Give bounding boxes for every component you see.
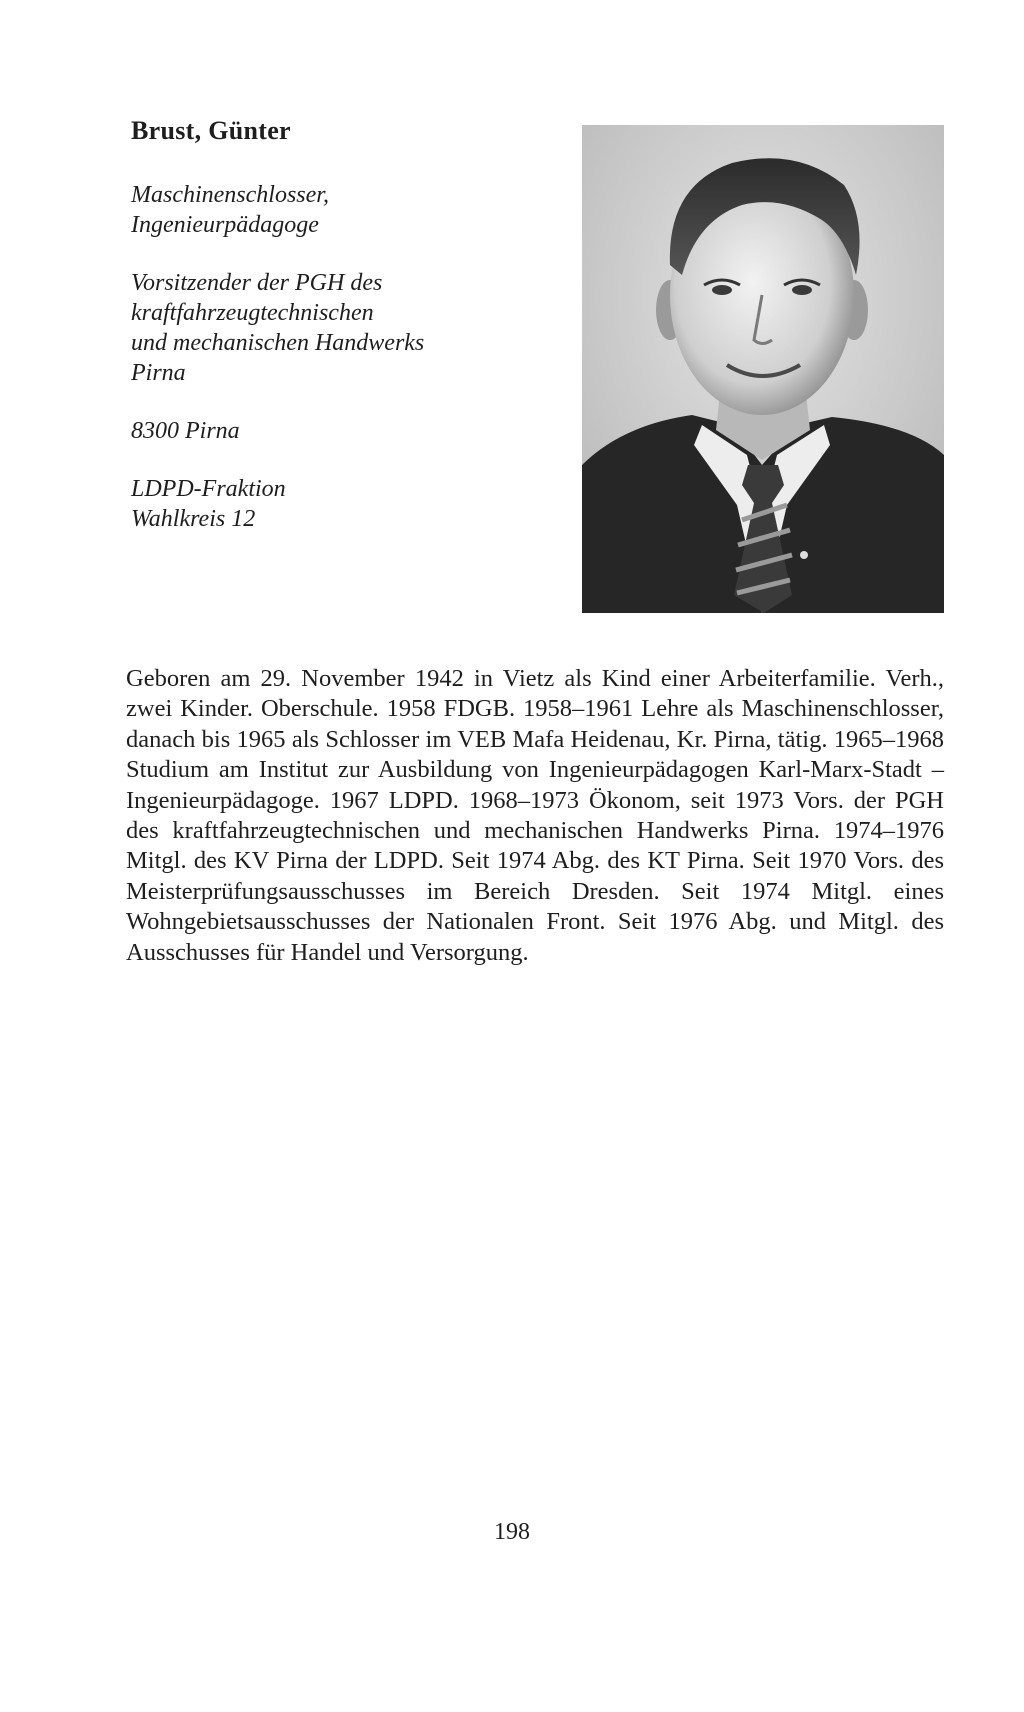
constituency-line: Wahlkreis 12 [131, 506, 256, 532]
profession-line: Ingenieurpädagoge [131, 212, 319, 238]
biography-text: Geboren am 29. November 1942 in Vietz als Kind einer Arbeiterfamilie. Verh., zwei Kinder. Oberschule. 1958 FDGB. 1958–1961 Lehre als Maschinenschlosser, danach bis 1965 als Schlosser im VEB Mafa Heidenau, Kr. Pirna, tätig. 1965–1968 Studium am Institut zur Ausbildung von Ingenieurpädagogen Karl-Marx-Stadt – Ingenieurpädagoge. 1967 LDPD. 1968–1973 Ökonom, seit 1973 Vors. der PGH des kraftfahrzeugtechnischen und mechanischen Handwerks Pirna. 1974–1976 Mitgl. des KV Pirna der LDPD. Seit 1974 Abg. des KT Pirna. Seit 1970 Vors. des Meisterprüfungsausschusses im Bereich Dresden. Seit 1974 Mitgl. eines Wohngebietsausschusses der Nationalen Front. Seit 1976 Abg. und Mitgl. des Ausschusses für Handel und Versorgung. [126, 665, 944, 966]
person-name: Brust, Günter [131, 116, 291, 145]
professions-block [131, 180, 561, 240]
faction-line: LDPD-Fraktion [131, 476, 286, 502]
position-line: Pirna [131, 360, 186, 386]
position-line: kraftfahrzeugtechnischen [131, 300, 374, 326]
address-line: 8300 Pirna [131, 418, 240, 444]
page-number: 198 [494, 1519, 530, 1545]
address-block [131, 416, 561, 446]
position-line: Vorsitzender der PGH des [131, 270, 383, 296]
position-block [131, 268, 561, 388]
portrait-photo [582, 125, 944, 613]
position-line: und mechanischen Handwerks [131, 330, 425, 356]
person-info [131, 180, 561, 562]
profession-line: Maschinenschlosser, [131, 182, 329, 208]
faction-block [131, 474, 561, 534]
